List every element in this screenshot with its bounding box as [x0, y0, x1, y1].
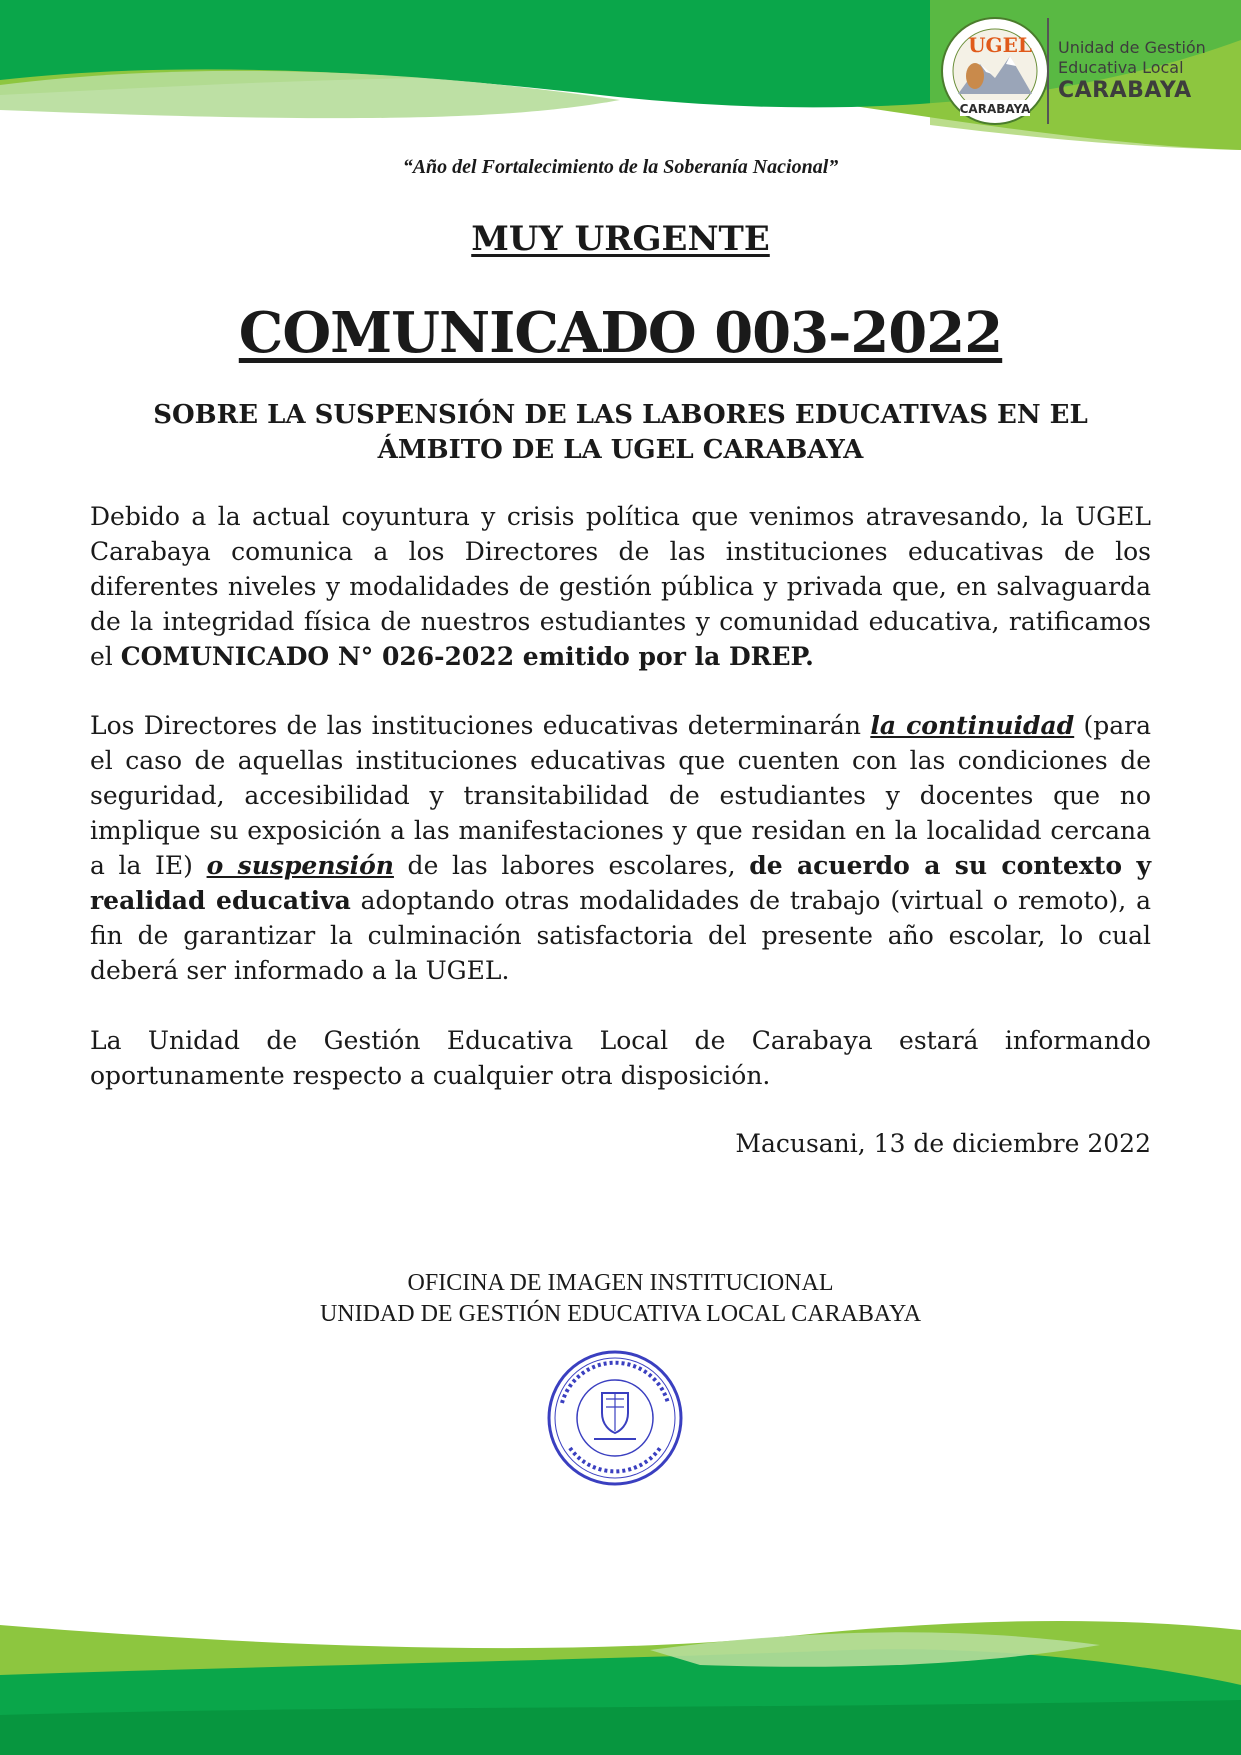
footer-wave-banner: [0, 1605, 1241, 1755]
paragraph-2-text-2: (para el caso de aquellas instituciones educativas que cuenten con las condiciones de seguridad, accesibilidad y transitabilidad de estudiantes y docentes que no implique su exposición a las manifestaciones y que residan en la localidad cercana a la IE): [90, 711, 1152, 880]
paragraph-2: [90, 708, 1151, 988]
paragraph-2-text-4: adoptando otras modalidades de trabajo (virtual o remoto), a fin de garantizar la culminación satisfactoria del presente año escolar, lo cual deberá ser informado a la UGEL.: [90, 886, 1152, 985]
year-motto: “Año del Fortalecimiento de la Soberanía Nacional”: [402, 156, 839, 178]
ugel-logo-icon: [940, 16, 1050, 126]
subject-line-1: SOBRE LA SUSPENSIÓN DE LAS LABORES EDUCATIVAS EN EL: [153, 400, 1088, 430]
org-line-2: Educativa Local: [1058, 58, 1184, 77]
official-seal-icon: [540, 1343, 690, 1493]
paragraph-1-text: Debido a la actual coyuntura y crisis política que venimos atravesando, la UGEL Carabaya comunica a los Directores de las instituciones educativas de los diferentes niveles y modalidades de gestión pública y privada que, en salvaguarda de la integridad física de nuestros estudiantes y comunidad educativa, ratificamos el: [90, 502, 1151, 671]
org-line-3: CARABAYA: [1058, 78, 1192, 103]
paragraph-3: La Unidad de Gestión Educativa Local de Carabaya estará informando oportunamente respecto a cualquier otra disposición.: [90, 1026, 1151, 1090]
logo-text: UGEL: [968, 33, 1032, 57]
subject-heading: [100, 398, 1141, 468]
organization-name: [1058, 38, 1206, 104]
paragraph-2-text-1: Los Directores de las instituciones educativas determinarán: [90, 711, 871, 740]
document-date: Macusani, 13 de diciembre 2022: [735, 1129, 1151, 1158]
emphasis-contexto: de acuerdo a su contexto y realidad educativa: [90, 851, 1151, 915]
logo-caption: CARABAYA: [959, 102, 1031, 116]
signature-line-2: UNIDAD DE GESTIÓN EDUCATIVA LOCAL CARABAYA: [319, 1301, 922, 1327]
emphasis-suspension: o suspensión: [206, 851, 394, 880]
emphasis-continuidad: la continuidad: [870, 711, 1075, 740]
signature-block: [0, 1268, 1241, 1330]
org-line-1: Unidad de Gestión: [1058, 38, 1206, 57]
header-wave-banner: [0, 0, 1241, 160]
urgent-heading: MUY URGENTE: [471, 219, 770, 259]
subject-line-2: ÁMBITO DE LA UGEL CARABAYA: [377, 435, 864, 465]
signature-line-1: OFICINA DE IMAGEN INSTITUCIONAL: [407, 1270, 834, 1296]
paragraph-2-text-3: de las labores escolares,: [393, 851, 750, 880]
paragraph-1-bold: COMUNICADO N° 026-2022 emitido por la DREP.: [120, 642, 814, 671]
paragraph-1: [90, 499, 1151, 674]
document-title: COMUNICADO 003-2022: [238, 300, 1003, 366]
logo-divider: [1047, 18, 1049, 124]
